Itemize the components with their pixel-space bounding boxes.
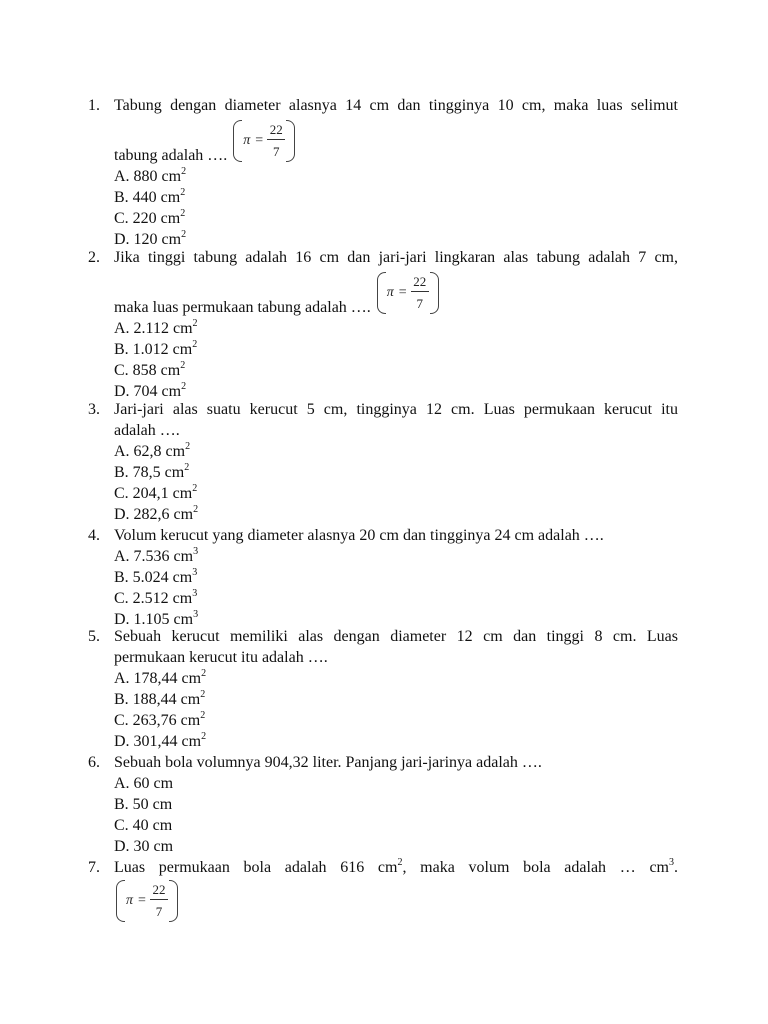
option-text: D. 1.105 cm xyxy=(114,611,194,628)
pi-symbol: π xyxy=(386,285,394,300)
question-stem-end xyxy=(110,878,678,926)
question-stem xyxy=(114,857,678,878)
fraction-bar xyxy=(267,139,285,140)
question-number: 6. xyxy=(88,754,100,771)
answer-options xyxy=(114,773,678,857)
option-superscript: 2 xyxy=(201,730,207,742)
equals-sign: = xyxy=(398,285,407,300)
pi-formula xyxy=(375,270,441,316)
fraction-denominator: 7 xyxy=(273,144,280,159)
option-text: B. 1.012 cm xyxy=(114,341,193,358)
superscript: 3 xyxy=(669,856,674,868)
option-superscript: 2 xyxy=(192,338,198,350)
option-superscript: 2 xyxy=(181,380,187,392)
answer-options xyxy=(114,546,678,630)
question-number: 3. xyxy=(88,401,100,418)
fraction-denominator: 7 xyxy=(155,904,163,919)
question-stem-text: Luas permukaan bola adalah 616 cm xyxy=(114,859,398,876)
equals-sign: = xyxy=(255,133,264,148)
option-text: D. 301,44 cm xyxy=(114,733,202,750)
question-6 xyxy=(88,752,678,857)
option-text: C. 220 cm xyxy=(114,210,181,227)
left-parenthesis xyxy=(116,880,125,922)
option-text: B. 78,5 cm xyxy=(114,464,185,481)
answer-options xyxy=(114,441,678,525)
option-superscript: 2 xyxy=(200,709,206,721)
left-parenthesis xyxy=(377,272,386,314)
option-c xyxy=(114,360,678,381)
option-b xyxy=(114,689,678,710)
question-stem: Jika tinggi tabung adalah 16 cm dan jari-jari lingkaran alas tabung adalah 7 cm, xyxy=(114,249,678,266)
question-stem-text: , maka volum bola adalah … cm xyxy=(402,859,669,876)
option-superscript: 2 xyxy=(193,503,199,515)
question-stem: Tabung dengan diameter alasnya 14 cm dan tingginya 10 cm, maka luas selimut xyxy=(114,97,678,114)
option-text: C. 204,1 cm xyxy=(114,485,193,502)
question-stem-text: maka luas permukaan tabung adalah …. xyxy=(114,299,371,316)
option-b xyxy=(114,462,678,483)
option-a: A. 60 cm xyxy=(114,775,174,792)
question-stem-text: tabung adalah …. xyxy=(114,147,228,164)
question-number: 5. xyxy=(88,628,100,645)
left-parenthesis xyxy=(233,120,242,162)
option-superscript: 3 xyxy=(193,545,199,557)
option-a xyxy=(114,546,678,567)
option-superscript: 2 xyxy=(184,461,190,473)
option-superscript: 2 xyxy=(180,186,186,198)
question-number: 7. xyxy=(88,859,100,876)
option-superscript: 3 xyxy=(192,566,198,578)
option-a xyxy=(114,166,678,187)
question-7 xyxy=(88,857,678,926)
fraction-numerator: 22 xyxy=(269,122,283,137)
question-stem-end: permukaan kerucut itu adalah …. xyxy=(114,649,328,666)
option-b xyxy=(114,187,678,208)
question-5 xyxy=(88,626,678,752)
option-a xyxy=(114,318,678,339)
option-a xyxy=(114,668,678,689)
option-text: B. 440 cm xyxy=(114,189,181,206)
answer-options xyxy=(114,166,678,250)
option-text: A. 62,8 cm xyxy=(114,443,186,460)
option-superscript: 2 xyxy=(181,165,187,177)
question-stem: Volum kerucut yang diameter alasnya 20 cm dan tingginya 24 cm adalah …. xyxy=(114,527,604,544)
question-number: 4. xyxy=(88,527,100,544)
option-text: C. 263,76 cm xyxy=(114,712,201,729)
option-b xyxy=(114,567,678,588)
option-text: A. 2.112 cm xyxy=(114,320,193,337)
option-superscript: 2 xyxy=(181,228,187,240)
option-c xyxy=(114,588,678,609)
fraction-numerator: 22 xyxy=(152,882,166,897)
option-b xyxy=(114,339,678,360)
fraction-bar xyxy=(150,899,168,900)
answer-options xyxy=(114,318,678,402)
option-b: B. 50 cm xyxy=(114,796,173,813)
question-number: 1. xyxy=(88,97,100,114)
option-text: D. 704 cm xyxy=(114,383,182,400)
answer-options xyxy=(114,668,678,752)
option-text: C. 858 cm xyxy=(114,362,181,379)
superscript: 2 xyxy=(397,856,403,868)
fraction-numerator: 22 xyxy=(413,274,427,289)
option-text: A. 7.536 cm xyxy=(114,548,194,565)
option-text: B. 5.024 cm xyxy=(114,569,193,586)
option-superscript: 3 xyxy=(193,608,199,620)
question-stem-end xyxy=(114,270,678,318)
question-3 xyxy=(88,399,678,525)
option-superscript: 2 xyxy=(180,207,186,219)
pi-formula xyxy=(114,878,180,924)
option-d xyxy=(114,731,678,752)
option-a xyxy=(114,441,678,462)
question-stem-end xyxy=(114,118,678,166)
option-c xyxy=(114,208,678,229)
equals-sign: = xyxy=(138,893,146,908)
option-text: B. 188,44 cm xyxy=(114,691,201,708)
option-text: D. 120 cm xyxy=(114,231,182,248)
option-text: A. 880 cm xyxy=(114,168,182,185)
right-parenthesis xyxy=(286,120,295,162)
question-number: 2. xyxy=(88,249,100,266)
question-stem: Sebuah kerucut memiliki alas dengan diameter 12 cm dan tinggi 8 cm. Luas xyxy=(114,628,678,645)
option-superscript: 2 xyxy=(185,440,191,452)
question-2 xyxy=(88,247,678,402)
option-text: D. 282,6 cm xyxy=(114,506,194,523)
right-parenthesis xyxy=(169,880,178,922)
question-4 xyxy=(88,525,678,630)
option-text: C. 2.512 cm xyxy=(114,590,193,607)
option-d xyxy=(114,504,678,525)
option-superscript: 2 xyxy=(201,667,207,679)
question-1 xyxy=(88,95,678,250)
option-c xyxy=(114,710,678,731)
right-parenthesis xyxy=(430,272,439,314)
question-stem: Jari-jari alas suatu kerucut 5 cm, tingginya 12 cm. Luas permukaan kerucut itu xyxy=(114,401,678,418)
option-c xyxy=(114,483,678,504)
question-stem-end: adalah …. xyxy=(114,422,180,439)
option-d: D. 30 cm xyxy=(114,838,174,855)
pi-formula xyxy=(231,118,297,164)
fraction-bar xyxy=(411,291,429,292)
option-superscript: 2 xyxy=(192,482,198,494)
fraction-denominator: 7 xyxy=(416,296,424,311)
pi-symbol: π xyxy=(126,893,134,908)
option-text: A. 178,44 cm xyxy=(114,670,202,687)
option-superscript: 2 xyxy=(192,317,198,329)
option-superscript: 3 xyxy=(192,587,198,599)
pi-symbol: π xyxy=(243,133,251,148)
option-superscript: 2 xyxy=(180,359,186,371)
question-stem-text: . xyxy=(674,859,678,876)
option-superscript: 2 xyxy=(200,688,206,700)
option-c: C. 40 cm xyxy=(114,817,173,834)
question-stem: Sebuah bola volumnya 904,32 liter. Panjang jari-jarinya adalah …. xyxy=(114,754,542,771)
